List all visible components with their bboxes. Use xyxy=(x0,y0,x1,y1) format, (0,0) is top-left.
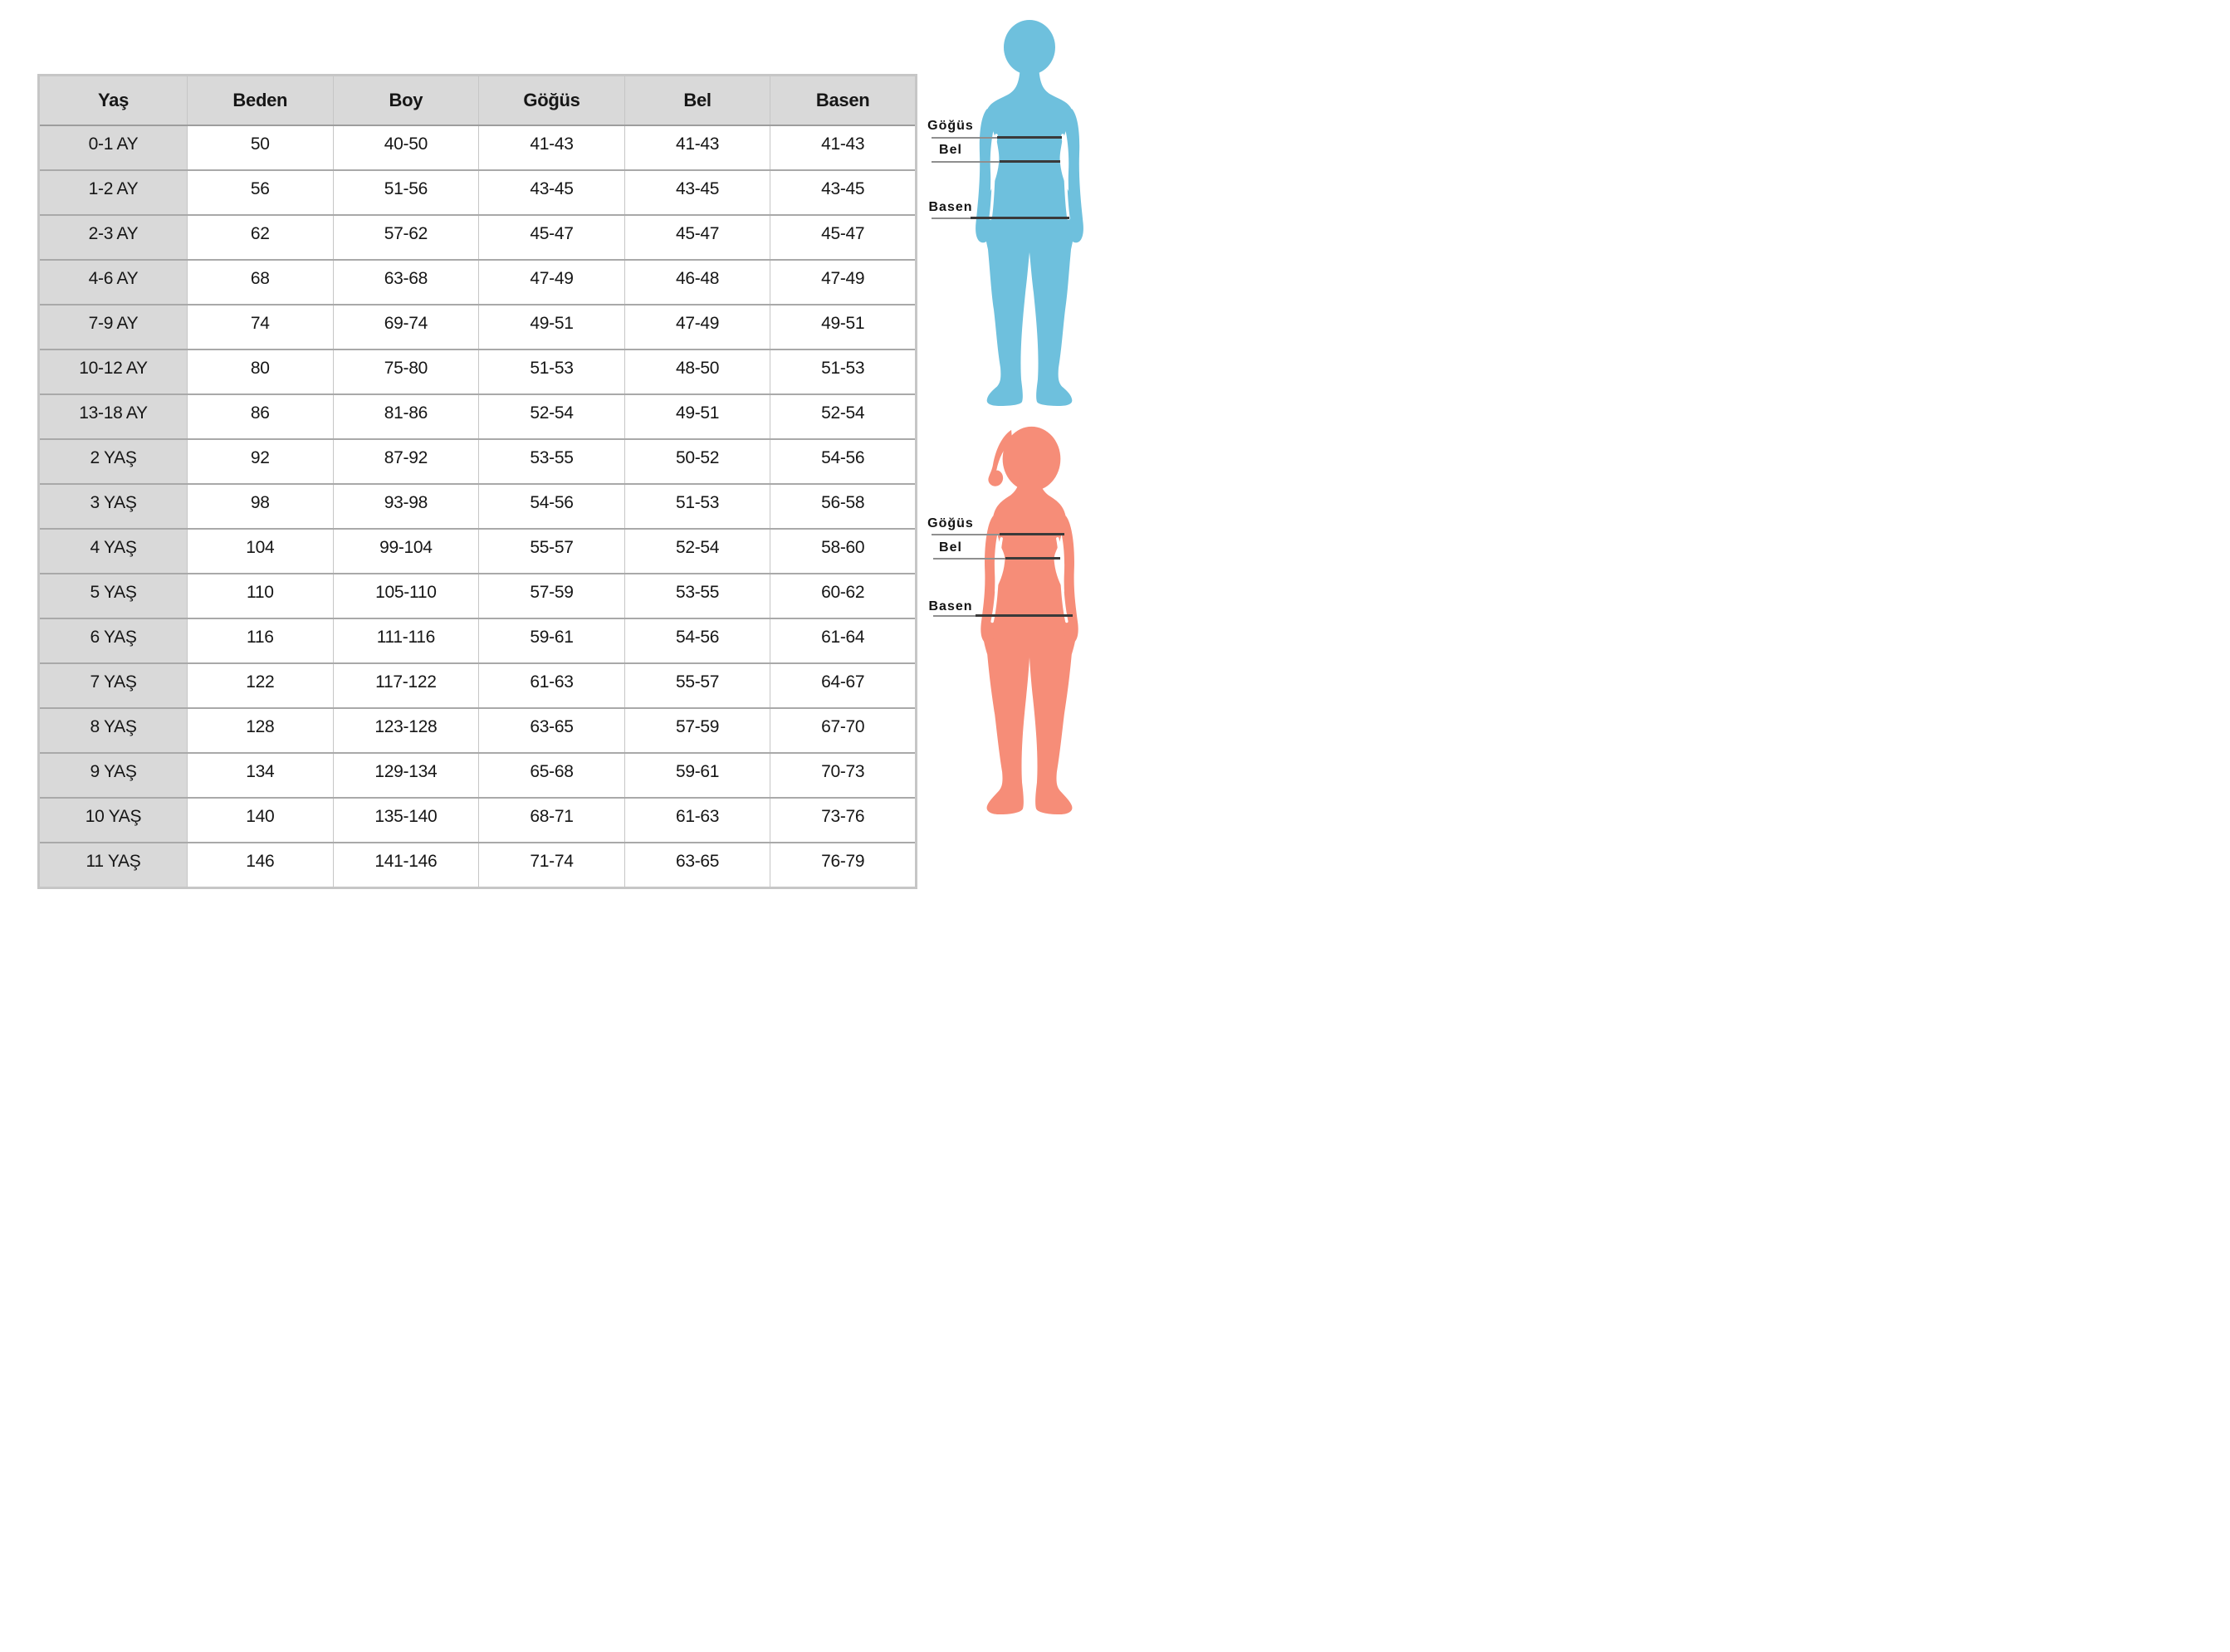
row-label-cell: 4 YAŞ xyxy=(39,529,188,574)
girl-chest-label: Göğüs xyxy=(927,516,974,530)
value-cell: 61-63 xyxy=(479,663,625,708)
value-cell: 43-45 xyxy=(624,170,770,215)
girl-body xyxy=(982,466,1077,814)
value-cell: 76-79 xyxy=(770,843,917,888)
value-cell: 74 xyxy=(188,305,334,349)
row-label-cell: 6 YAŞ xyxy=(39,618,188,663)
value-cell: 110 xyxy=(188,574,334,618)
girl-chest-measure-line xyxy=(1000,533,1064,535)
row-label-cell: 13-18 AY xyxy=(39,394,188,439)
row-label-cell: 1-2 AY xyxy=(39,170,188,215)
value-cell: 58-60 xyxy=(770,529,917,574)
table-row xyxy=(39,349,917,394)
girl-waist-label: Bel xyxy=(939,540,962,555)
value-cell: 116 xyxy=(188,618,334,663)
row-label-cell: 2-3 AY xyxy=(39,215,188,260)
table-header-row xyxy=(39,76,917,126)
value-cell: 52-54 xyxy=(770,394,917,439)
value-cell: 86 xyxy=(188,394,334,439)
value-cell: 49-51 xyxy=(624,394,770,439)
row-label-cell: 7 YAŞ xyxy=(39,663,188,708)
boy-hip-measure-line xyxy=(971,217,1069,219)
value-cell: 54-56 xyxy=(624,618,770,663)
value-cell: 50 xyxy=(188,125,334,170)
table-row xyxy=(39,753,917,798)
row-label-cell: 8 YAŞ xyxy=(39,708,188,753)
value-cell: 41-43 xyxy=(770,125,917,170)
column-header-2: Boy xyxy=(333,76,479,126)
value-cell: 40-50 xyxy=(333,125,479,170)
boy-waist-leader-line xyxy=(932,161,1000,163)
value-cell: 129-134 xyxy=(333,753,479,798)
boy-silhouette xyxy=(967,11,1092,413)
size-table xyxy=(37,74,917,889)
value-cell: 80 xyxy=(188,349,334,394)
value-cell: 135-140 xyxy=(333,798,479,843)
value-cell: 63-65 xyxy=(624,843,770,888)
value-cell: 140 xyxy=(188,798,334,843)
value-cell: 73-76 xyxy=(770,798,917,843)
row-label-cell: 10-12 AY xyxy=(39,349,188,394)
table-row xyxy=(39,215,917,260)
column-header-3: Göğüs xyxy=(479,76,625,126)
column-header-1: Beden xyxy=(188,76,334,126)
value-cell: 47-49 xyxy=(479,260,625,305)
value-cell: 117-122 xyxy=(333,663,479,708)
value-cell: 65-68 xyxy=(479,753,625,798)
value-cell: 53-55 xyxy=(479,439,625,484)
value-cell: 49-51 xyxy=(770,305,917,349)
value-cell: 99-104 xyxy=(333,529,479,574)
value-cell: 93-98 xyxy=(333,484,479,529)
value-cell: 51-56 xyxy=(333,170,479,215)
value-cell: 47-49 xyxy=(624,305,770,349)
value-cell: 45-47 xyxy=(479,215,625,260)
table-row xyxy=(39,574,917,618)
value-cell: 43-45 xyxy=(770,170,917,215)
value-cell: 63-68 xyxy=(333,260,479,305)
table-row xyxy=(39,305,917,349)
boy-body xyxy=(983,65,1075,406)
table-row xyxy=(39,618,917,663)
column-header-0: Yaş xyxy=(39,76,188,126)
value-cell: 105-110 xyxy=(333,574,479,618)
table-row xyxy=(39,260,917,305)
value-cell: 52-54 xyxy=(479,394,625,439)
boy-waist-measure-line xyxy=(1000,160,1060,163)
value-cell: 87-92 xyxy=(333,439,479,484)
value-cell: 41-43 xyxy=(624,125,770,170)
boy-chest-label: Göğüs xyxy=(927,119,974,133)
value-cell: 68-71 xyxy=(479,798,625,843)
value-cell: 46-48 xyxy=(624,260,770,305)
value-cell: 122 xyxy=(188,663,334,708)
table-row xyxy=(39,798,917,843)
value-cell: 59-61 xyxy=(624,753,770,798)
value-cell: 70-73 xyxy=(770,753,917,798)
value-cell: 55-57 xyxy=(479,529,625,574)
row-label-cell: 10 YAŞ xyxy=(39,798,188,843)
value-cell: 47-49 xyxy=(770,260,917,305)
girl-silhouette xyxy=(967,413,1092,826)
row-label-cell: 11 YAŞ xyxy=(39,843,188,888)
row-label-cell: 4-6 AY xyxy=(39,260,188,305)
table-row xyxy=(39,529,917,574)
row-label-cell: 5 YAŞ xyxy=(39,574,188,618)
value-cell: 92 xyxy=(188,439,334,484)
value-cell: 128 xyxy=(188,708,334,753)
value-cell: 104 xyxy=(188,529,334,574)
girl-hip-measure-line xyxy=(976,614,1073,617)
value-cell: 41-43 xyxy=(479,125,625,170)
value-cell: 45-47 xyxy=(770,215,917,260)
value-cell: 81-86 xyxy=(333,394,479,439)
value-cell: 54-56 xyxy=(479,484,625,529)
table-row xyxy=(39,394,917,439)
table-row xyxy=(39,439,917,484)
value-cell: 69-74 xyxy=(333,305,479,349)
girl-waist-measure-line xyxy=(1005,557,1060,560)
value-cell: 57-62 xyxy=(333,215,479,260)
value-cell: 53-55 xyxy=(624,574,770,618)
boy-hip-leader-line xyxy=(932,217,971,219)
value-cell: 141-146 xyxy=(333,843,479,888)
value-cell: 50-52 xyxy=(624,439,770,484)
value-cell: 51-53 xyxy=(770,349,917,394)
value-cell: 146 xyxy=(188,843,334,888)
column-header-5: Basen xyxy=(770,76,917,126)
value-cell: 68 xyxy=(188,260,334,305)
value-cell: 71-74 xyxy=(479,843,625,888)
value-cell: 49-51 xyxy=(479,305,625,349)
table-row xyxy=(39,170,917,215)
value-cell: 111-116 xyxy=(333,618,479,663)
value-cell: 55-57 xyxy=(624,663,770,708)
value-cell: 61-64 xyxy=(770,618,917,663)
value-cell: 57-59 xyxy=(479,574,625,618)
value-cell: 75-80 xyxy=(333,349,479,394)
value-cell: 123-128 xyxy=(333,708,479,753)
table-row xyxy=(39,708,917,753)
value-cell: 134 xyxy=(188,753,334,798)
value-cell: 62 xyxy=(188,215,334,260)
row-label-cell: 2 YAŞ xyxy=(39,439,188,484)
value-cell: 57-59 xyxy=(624,708,770,753)
boy-chest-leader-line xyxy=(932,137,998,139)
value-cell: 98 xyxy=(188,484,334,529)
row-label-cell: 9 YAŞ xyxy=(39,753,188,798)
column-header-4: Bel xyxy=(624,76,770,126)
row-label-cell: 7-9 AY xyxy=(39,305,188,349)
value-cell: 60-62 xyxy=(770,574,917,618)
value-cell: 52-54 xyxy=(624,529,770,574)
boy-hip-label: Basen xyxy=(928,200,973,214)
value-cell: 67-70 xyxy=(770,708,917,753)
table-row xyxy=(39,843,917,888)
girl-hip-label: Basen xyxy=(928,599,973,613)
girl-hip-leader-line xyxy=(933,615,976,617)
value-cell: 56 xyxy=(188,170,334,215)
girl-chest-leader-line xyxy=(932,534,1000,535)
value-cell: 56-58 xyxy=(770,484,917,529)
table-row xyxy=(39,125,917,170)
table-row xyxy=(39,663,917,708)
value-cell: 48-50 xyxy=(624,349,770,394)
girl-waist-leader-line xyxy=(933,558,1006,560)
row-label-cell: 3 YAŞ xyxy=(39,484,188,529)
value-cell: 43-45 xyxy=(479,170,625,215)
value-cell: 51-53 xyxy=(479,349,625,394)
value-cell: 64-67 xyxy=(770,663,917,708)
size-chart-page xyxy=(0,0,1115,871)
value-cell: 59-61 xyxy=(479,618,625,663)
value-cell: 54-56 xyxy=(770,439,917,484)
value-cell: 45-47 xyxy=(624,215,770,260)
table-row xyxy=(39,484,917,529)
value-cell: 63-65 xyxy=(479,708,625,753)
boy-waist-label: Bel xyxy=(939,143,962,157)
row-label-cell: 0-1 AY xyxy=(39,125,188,170)
boy-chest-measure-line xyxy=(997,136,1062,139)
value-cell: 61-63 xyxy=(624,798,770,843)
value-cell: 51-53 xyxy=(624,484,770,529)
